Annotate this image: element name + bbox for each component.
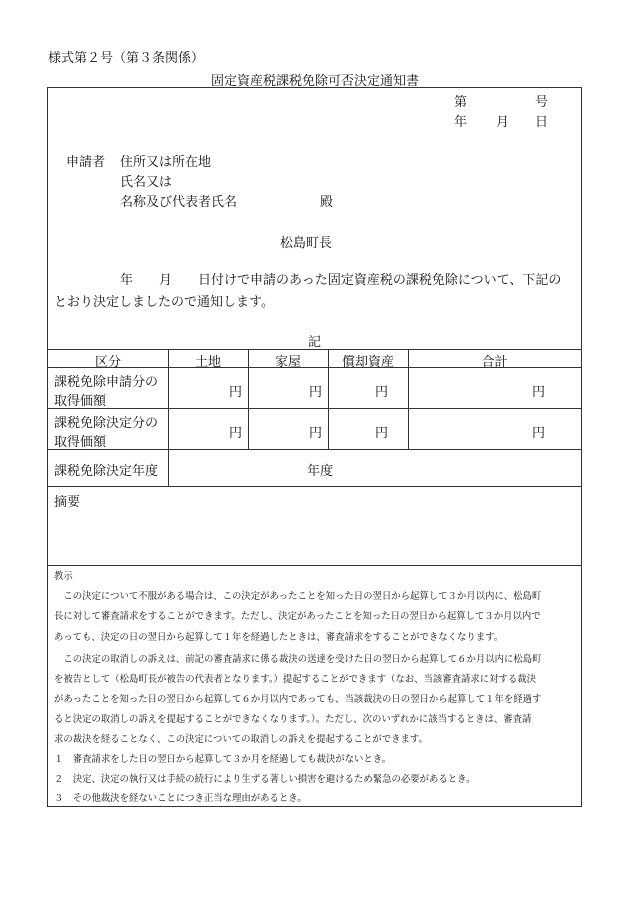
row1-label-line1: 課税免除申請分の (54, 375, 159, 390)
notice-line-2: 長に対して審査請求をすることができます。ただし、決定があったことを知った日の翌日から起算して３か月以内で (54, 611, 541, 622)
notice-label: 教示 (54, 571, 73, 582)
notice-item-3: ３ その他裁決を経ないことにつき正当な理由があるとき。 (54, 793, 307, 804)
row1-house-unit: 円 (309, 385, 323, 400)
honorific: 殿 (320, 195, 334, 210)
form-number-label: 様式第２号（第３条関係） (48, 51, 205, 66)
row2-label-line1: 課税免除決定分の (54, 416, 159, 431)
applicant-name-label: 氏名又は (120, 175, 173, 190)
row2-total-unit: 円 (532, 426, 546, 441)
row1-total-unit: 円 (532, 385, 546, 400)
date-month: 月 (496, 115, 510, 130)
notice-line-1: この決定について不服がある場合は、この決定があったことを知った日の翌日から起算して３か月以内に、松島町 (54, 591, 542, 602)
body-line-1: 年 月 日付けで申請のあった固定資産税の課税免除について、下記の (120, 273, 562, 288)
row1-label-line2: 取得価額 (54, 394, 107, 409)
table-row1-line (48, 408, 581, 409)
row1-assets-unit: 円 (375, 385, 389, 400)
row2-land-unit: 円 (229, 426, 243, 441)
notice-line-7: ると決定の取消しの訴えを提起することができなくなります。）。ただし、次のいずれかに該当するときは、審査請 (54, 714, 532, 725)
row2-label-line2: 取得価額 (54, 435, 107, 450)
summary-label: 摘要 (54, 495, 81, 510)
date-day: 日 (535, 115, 549, 130)
year-row-unit: 年度 (307, 464, 334, 479)
applicant-label: 申請者 (66, 155, 106, 170)
row2-house-unit: 円 (309, 426, 323, 441)
row1-land-unit: 円 (229, 385, 243, 400)
form-frame (47, 87, 582, 807)
notice-line-5: を被告として（松島町長が被告の代表者となります。）提起することができます（なお、当該審査請求に対する裁決 (54, 674, 537, 685)
issuer-name: 松島町長 (280, 236, 333, 251)
body-line-2: とおり決定しましたので通知します。 (54, 295, 274, 310)
notice-item-1: １ 審査請求をした日の翌日から起算して３か月を経過しても裁決がないとき。 (54, 754, 392, 765)
header-category: 区分 (94, 355, 121, 370)
table-year-line (48, 486, 581, 487)
applicant-address-label: 住所又は所在地 (120, 155, 212, 170)
date-year: 年 (454, 115, 468, 130)
number-go: 号 (535, 95, 549, 110)
header-house: 家屋 (274, 355, 301, 370)
document-title: 固定資産税課税免除可否決定通知書 (210, 74, 419, 89)
notice-item-2: ２ 決定、決定の執行又は手続の続行により生ずる著しい損害を避けるため緊急の必要があるとき。 (54, 774, 476, 785)
notice-line-6: があったことを知った日の翌日から起算して６か月以内であっても、当該裁決の日の翌日から起算して１年を経過す (54, 694, 542, 705)
header-land: 土地 (194, 355, 221, 370)
header-total: 合計 (481, 355, 508, 370)
header-depreciable-assets: 償却資産 (341, 355, 394, 370)
summary-bottom-line (48, 565, 581, 566)
row2-assets-unit: 円 (375, 426, 389, 441)
table-row2-line (48, 449, 581, 450)
notice-line-4: この決定の取消しの訴えは、前記の審査請求に係る裁決の送達を受けた日の翌日から起算して６か月以内に松島町 (54, 654, 542, 665)
notice-line-8: 求の裁決を経ることなく、この決定についての取消しの訴えを提起することができます。 (54, 734, 428, 745)
number-dai: 第 (454, 95, 468, 110)
year-row-label: 課税免除決定年度 (54, 464, 159, 479)
ki-label: 記 (308, 335, 322, 350)
notice-line-3: あっても、決定の日の翌日から起算して１年を経過したときは、審査請求をすることができなくなります。 (54, 632, 504, 643)
applicant-name-label-2: 名称及び代表者氏名 (120, 195, 238, 210)
table-top-line (48, 349, 581, 350)
